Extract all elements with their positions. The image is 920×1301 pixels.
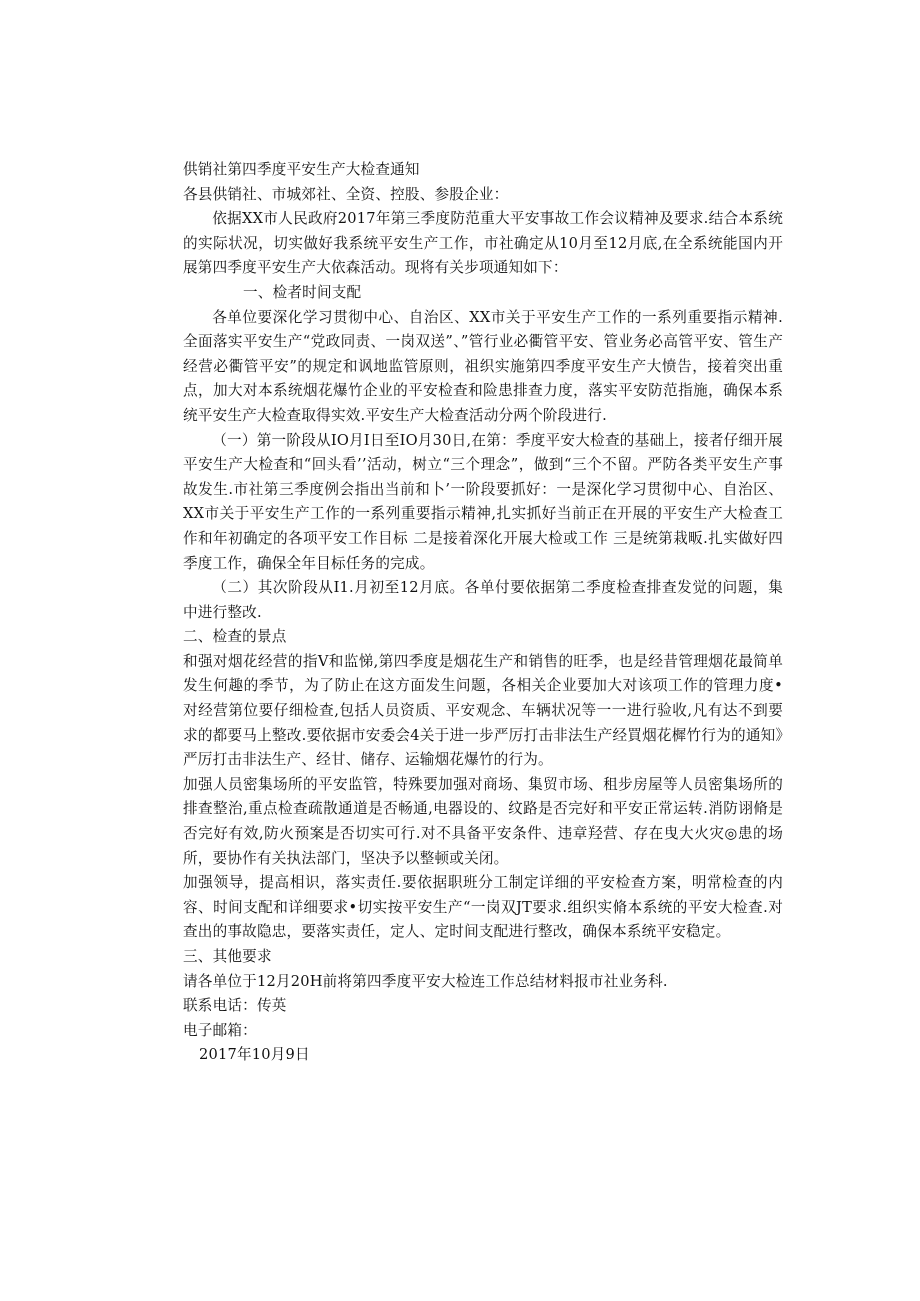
section-1-paragraph: 各单位要深化学习贯彻中心、自治区、XX市关于平安生产工作的一系列重要指示精神.全面落实平安生产“党政同责、一岗双送”、”管行业必衢管平安、管业务必高管平安、管生产经营必衢管平安”的规定和讽地监管原则，祖织实施第四季度平安生产大愤告，接着突出重点，加大对本系统烟花爆竹企业的平安检查和险患排查力度，落实平安防范指施，确保本系统平安生产大检查取得实效.平安生产大检查活动分两个阶段进行. xyxy=(183,308,783,424)
stage-2-paragraph: （二）其次阶段从I1.月初至12月底。各单付要依据第二季度检查排查发觉的问题，集中进行整改. xyxy=(183,579,783,621)
contact-phone: 联系电话：传英 xyxy=(183,997,287,1015)
document-body xyxy=(183,158,783,1068)
document-date: 2017年10月9日 xyxy=(199,1046,310,1064)
section-2-paragraph-2: 加强人员密集场所的平安监管，特殊要加强对商场、集贸市场、租步房屋等人员密集场所的排查整治,重点检查疏散通道是否畅通,电器设的、纹路是否完好和平安正常运转.消防诩脩是否完好有效,防火预案是否切实可行.对不具备平安条件、违章羟营、存在曳大火灾◎患的场所，要协作有关执法部门，坚决予以整顿或关闭。 xyxy=(183,775,783,867)
document-title: 供销社第四季度平安生产大检查通知 xyxy=(183,161,420,178)
section-2-heading: 二、检查的景点 xyxy=(183,628,287,646)
intro-paragraph: 依据XX市人民政府2017年第三季度防范重大平安事故工作会议精神及要求.结合本系统的实际状况，切实做好我系统平安生产工作，市社确定从10月至12月底,在全系统能国内开展第四季度平安生产大依森活动。现将有关步项通知如下： xyxy=(183,210,783,277)
section-2-paragraph-1: 和强对烟花经营的指V和监悌,第四季度是烟花生产和销售的旺季，也是经昔管理烟花最简单发生何趣的季节，为了防止在这方面发生问题，各相关企业要加大对该项工作的管理力度•对经营第位要仔细检查,包括人员资质、平安观念、车辆状况等一一进行验收,凡有达不到要求的都要马上整改.要依据市安委会4关于进一步严厉打击非法生产经買烟花樨竹行为的通知》严厉打击非法生产、经甘、储存、运输烟花爆竹的行为。 xyxy=(183,652,783,769)
section-3-paragraph: 请各单位于12月20H前将第四季度平安大检连工作总结材料报市社业务科. xyxy=(183,972,668,990)
stage-1-paragraph: （一）第一阶段从IO月I日至IO月30日,在第：季度平安大检查的基础上，接者仔细开展平安生产大检查和“回头看’’活动，树立“三个理念”，做到“三个不留。严防各类平安生产事故发生.市社第三季度例会指出当前和卜’一阶段要抓好：一是深化学习贯彻中心、自治区、XX市关于平安生产工作的一系列重要指示精神,扎实抓好当前正在开展的平安生产大检查工作和年初确定的各项平安工作目标 二是接着深化开展大检或工作 三是统第栽畈.扎实做好四季度工作，确保全年目标任务的完成。 xyxy=(183,431,783,572)
section-1-heading: 一、检者时间支配 xyxy=(243,283,362,301)
section-2-paragraph-3: 加强领导，提高相识，落实责任.要依据职班分工制定详细的平安检查方案，明常检查的内容、时间支配和详细要求•切实按平安生产“一岗双JT要求.组织实脩本系统的平安大检查.对查出的事故隐忠，要落实责任，定人、定时间支配进行整改，确保本系统平安稳定。 xyxy=(183,874,783,941)
contact-email: 电子邮箱： xyxy=(183,1021,257,1039)
section-3-heading: 三、其他要求 xyxy=(183,948,272,965)
addressee: 各县供销社、市城郊社、全资、控股、参股企业： xyxy=(183,185,509,203)
